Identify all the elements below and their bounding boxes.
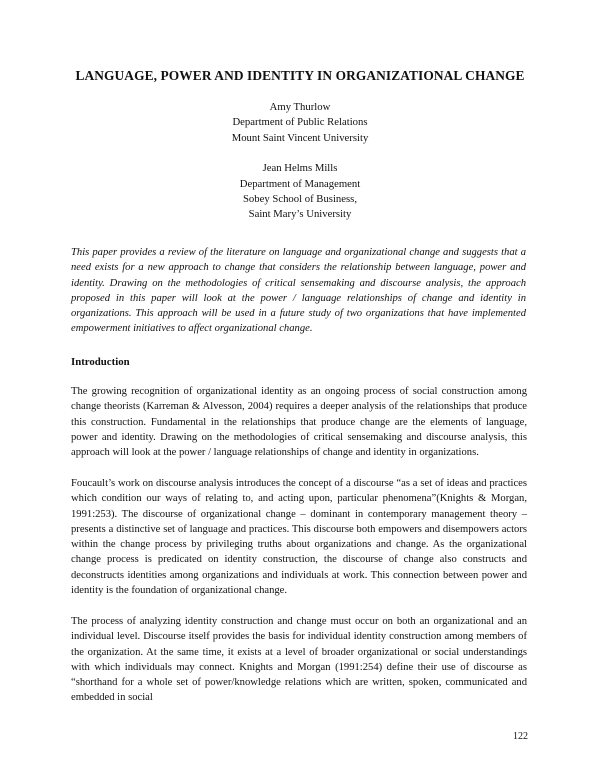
author-name: Amy Thurlow [269,101,331,113]
body-paragraph: Foucault’s work on discourse analysis introduces the concept of a discourse “as a set of ideas and practices which condition our ways of relating to, and acting upon, particular phenomena”(Knights & Morgan, 1991:253). The discourse of organizational change – dominant in contemporary management theory – presents a distinctive set of language and practices. This discourse both empowers and disempowers actors within the change process by privileging truths about organizations and change. As the organizational change process is predicated on identity construction, the discourse of change also constructs and deconstructs identities among organizations and individuals at work. This connection between power and identity is the foundation of organizational change. [71,478,527,597]
page-number: 122 [513,731,528,742]
author-block [0,100,600,146]
author-affiliation-line: Saint Mary’s University [248,208,352,221]
author-affiliation-line: Department of Public Relations [232,116,368,129]
author-name: Jean Helms Mills [262,162,338,175]
author-list [0,100,600,223]
author-affiliation-line: Mount Saint Vincent University [231,131,369,144]
author-block [0,161,600,223]
abstract: This paper provides a review of the literature on language and organizational change and suggests that a need exists for a new approach to change that considers the relationship between language, power and identity. Drawing on the methodologies of critical sensemaking and discourse analysis, the approach proposed in this paper will look at the power / language relationships of change and identity in organizations. This approach will be used in a future study of two organizations that have implemented empowerment initiatives to affect organizational change. [71,247,526,335]
author-affiliation-line: Department of Management [239,177,361,190]
body-paragraph: The growing recognition of organizational identity as an ongoing process of social construction among change theorists (Karreman & Alvesson, 2004) requires a deeper analysis of the relationships that produce this construction. Fundamental in the relationships that produce change are the elements of language, power and identity. Drawing on the methodologies of critical sensemaking and discourse analysis, this approach will look at the power / language relationships of change and identity in organizations. [71,386,527,459]
section-heading: Introduction [71,356,130,368]
body-paragraph: The process of analyzing identity construction and change must occur on both an organizational and an individual level. Discourse itself provides the basis for individual identity construction among members of the organization. At the same time, it exists at a level of broader organizational or social understandings with which individuals may connect. Knights and Morgan (1991:254) define their use of discourse as “shorthand for a whole set of power/knowledge relations which are written, spoken, communicated and embedded in social [71,616,527,704]
author-affiliation-line: Sobey School of Business, [242,193,357,206]
paper-title: LANGUAGE, POWER AND IDENTITY IN ORGANIZATIONAL CHANGE [75,68,525,83]
